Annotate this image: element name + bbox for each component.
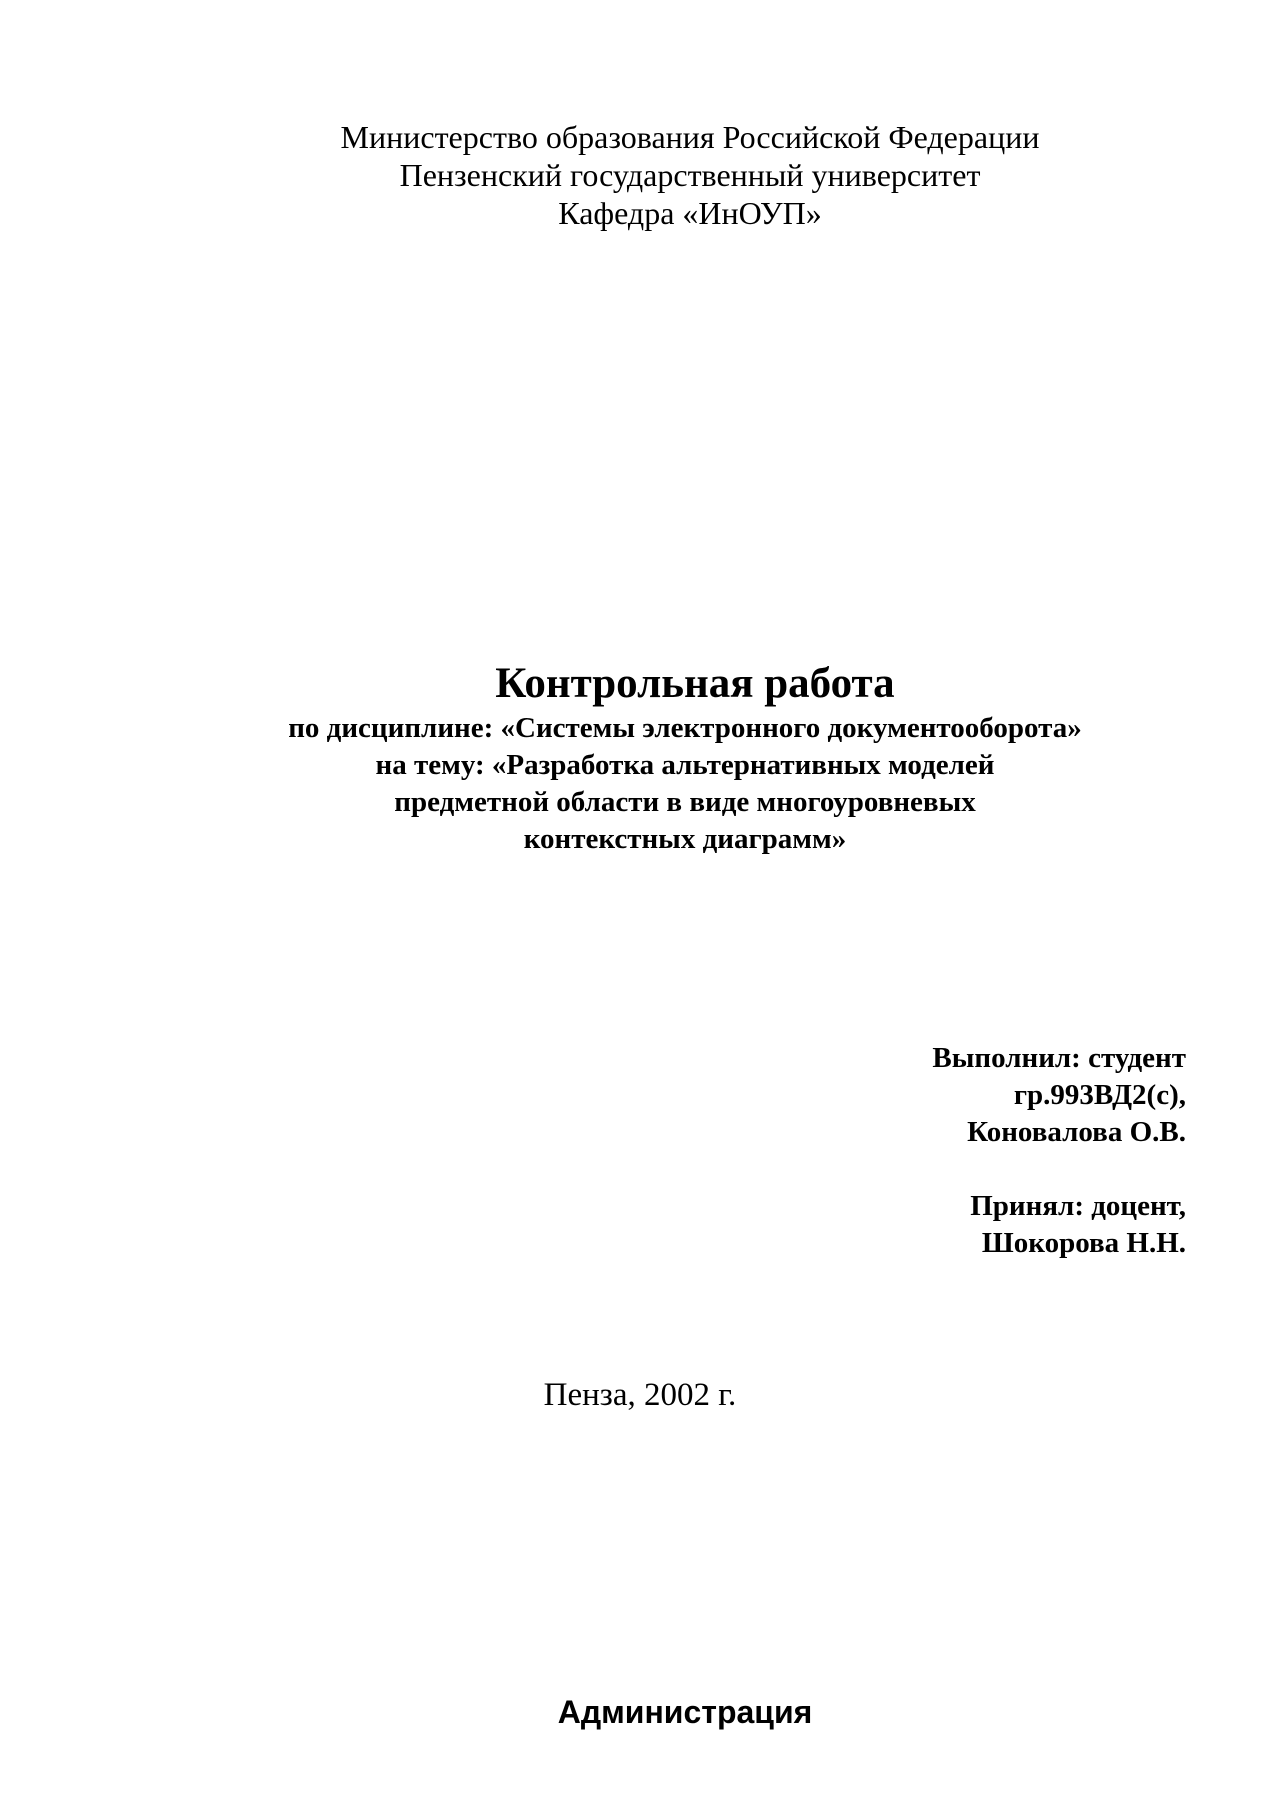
document-header [300,118,1080,232]
section-heading: Администрация [557,1694,813,1730]
signature-spacer [932,1151,1186,1188]
city-year: Пенза, 2002 г. [543,1377,737,1413]
document-title: Контрольная работа [495,660,895,707]
department-line: Кафедра «ИнОУП» [558,195,822,231]
topic-line-3: контекстных диаграмм» [523,823,847,855]
title-block [160,658,1210,858]
university-line: Пензенский государственный университет [399,157,981,193]
discipline-line: по дисциплине: «Системы электронного документооборота» [288,712,1082,744]
signature-block [932,1040,1186,1262]
topic-line-2: предметной области в виде многоуровневых [394,786,976,818]
performed-by-label: Выполнил: студент [932,1042,1186,1074]
ministry-line: Министерство образования Российской Федерации [340,119,1040,155]
accepted-by-label: Принял: доцент, [970,1190,1186,1222]
teacher-name: Шокорова Н.Н. [981,1227,1186,1259]
student-group: гр.993ВД2(с), [1013,1079,1186,1111]
student-name: Коновалова О.В. [967,1116,1186,1148]
topic-line-1: на тему: «Разработка альтернативных моделей [375,749,995,781]
